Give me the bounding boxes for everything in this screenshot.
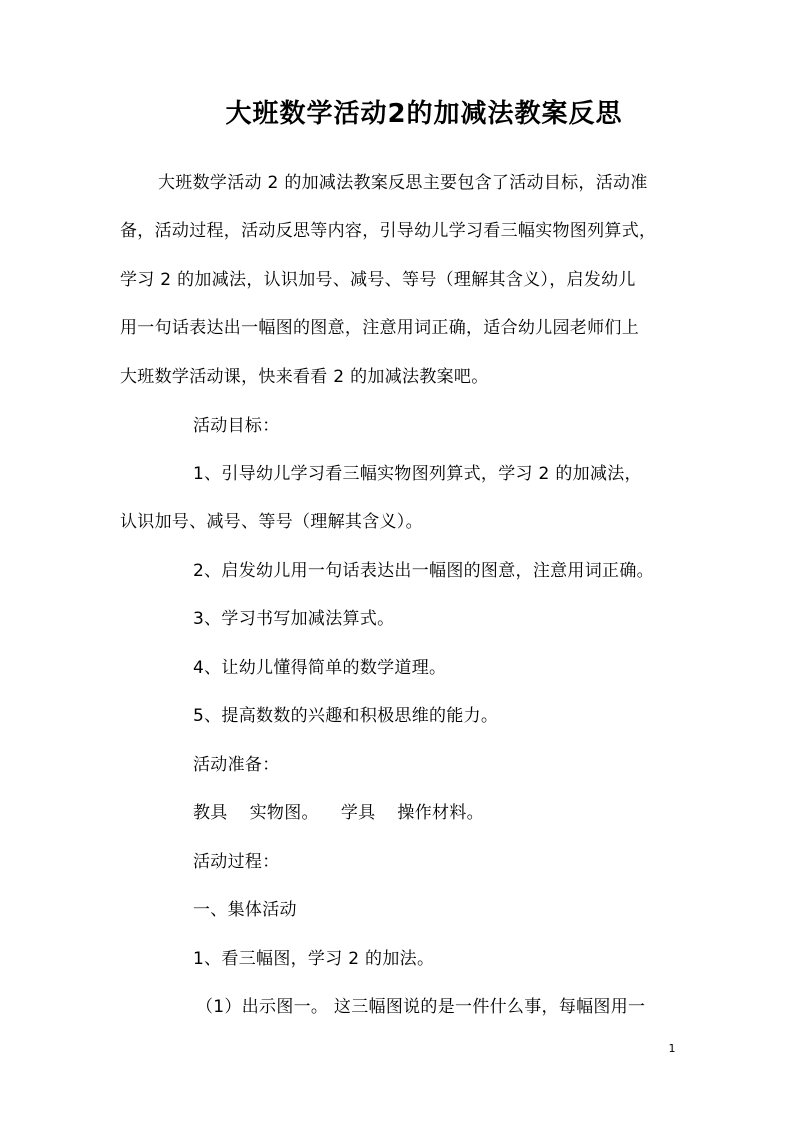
prep-teacher-items: 实物图。 [249,803,319,823]
goals-heading: 活动目标： [193,416,280,436]
step-1-1: （1）出示图一。 这三幅图说的是一件什么事，每幅图用一 [196,997,646,1017]
prep-heading: 活动准备： [193,755,280,775]
goal-4: 4、让幼儿懂得简单的数学道理。 [193,658,447,678]
prep-student-items: 操作材料。 [397,803,484,823]
intro-line-2: 备，活动过程，活动反思等内容，引导幼儿学习看三幅实物图列算式， [120,221,657,241]
page-number: 1 [668,1042,676,1055]
intro-line-5: 大班数学活动课，快来看看 2 的加减法教案吧。 [120,367,489,387]
goal-5: 5、提高数数的兴趣和积极思维的能力。 [193,706,499,726]
goal-3: 3、学习书写加减法算式。 [193,609,395,629]
process-heading: 活动过程： [193,852,280,872]
intro-line-3: 学习 2 的加减法，认识加号、减号、等号（理解其含义），启发幼儿 [120,270,636,290]
section-1-heading: 一、集体活动 [193,900,297,920]
document-title: 大班数学活动2的加减法教案反思 [225,99,623,129]
intro-line-1: 大班数学活动 2 的加减法教案反思主要包含了活动目标，活动准 [158,173,648,193]
prep-student-label: 学具 [340,803,376,823]
step-1: 1、看三幅图，学习 2 的加法。 [193,949,435,969]
goal-2: 2、启发幼儿用一句话表达出一幅图的图意，注意用词正确。 [193,561,654,581]
goal-1-line-2: 认识加号、减号、等号（理解其含义）。 [120,512,423,532]
goal-1-line-1: 1、引导幼儿学习看三幅实物图列算式，学习 2 的加减法， [193,464,642,484]
prep-teacher-label: 教具 [193,803,228,823]
prep-materials [193,801,484,825]
intro-line-4: 用一句话表达出一幅图的图意，注意用词正确，适合幼儿园老师们上 [120,318,639,338]
